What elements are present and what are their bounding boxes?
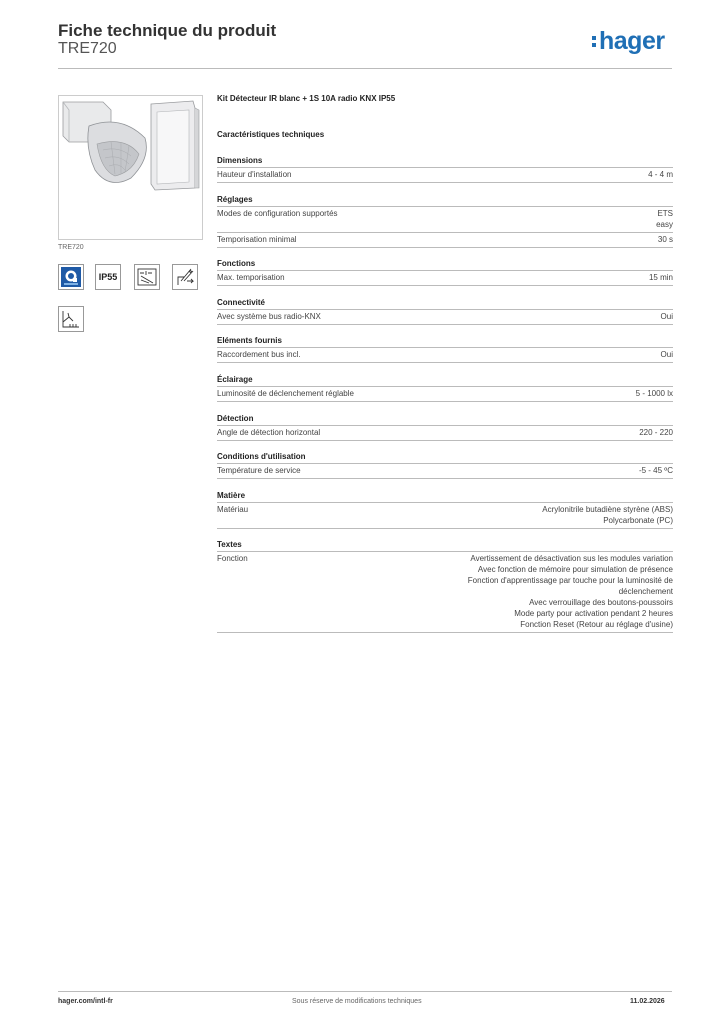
product-reference: TRE720 [58,40,117,57]
ip55-badge: IP55 [95,264,121,290]
spec-label: Hauteur d'installation [217,170,292,179]
spec-label: Fonction [217,554,248,563]
spec-value: Avec fonction de mémoire pour simulation de présence [477,565,673,574]
group-conditions [217,451,673,479]
logo-dots-icon [592,32,597,49]
group-title: Détection [217,413,673,426]
hager-logo [592,27,665,56]
spec-label: Max. temporisation [217,273,285,282]
group-matiere [217,490,673,529]
group-title: Matière [217,490,673,503]
group-elements-fournis [217,335,673,363]
group-title: Réglages [217,194,673,207]
spec-label: Luminosité de déclenchement réglable [217,389,354,398]
spec-value: 15 min [648,273,673,282]
spec-row [217,310,673,325]
spec-label: Raccordement bus incl. [217,350,301,359]
spec-row [217,271,673,286]
spec-row [217,503,673,529]
product-title: Kit Détecteur IR blanc + 1S 10A radio KNX IP55 [217,94,396,103]
spec-row [217,168,673,183]
product-image [58,95,203,240]
spec-value: Polycarbonate (PC) [603,516,673,525]
spec-value: Oui [660,350,673,359]
group-title: Conditions d'utilisation [217,451,673,464]
logo-text: hager [599,27,665,55]
group-textes [217,539,673,633]
group-title: Textes [217,539,673,552]
group-eclairage [217,374,673,402]
image-caption: TRE720 [58,244,84,251]
product-details [217,94,673,629]
spec-value: Avertissement de désactivation sus les modules variation [470,554,673,563]
characteristics-heading: Caractéristiques techniques [217,130,325,139]
spec-label: Angle de détection horizontal [217,428,321,437]
spec-row [217,464,673,479]
spec-value: Mode party pour activation pendant 2 heures [514,609,673,618]
group-title: Fonctions [217,258,673,271]
spec-label: Modes de configuration supportés [217,209,338,218]
spec-value: Oui [660,312,673,321]
spec-label: Avec système bus radio-KNX [217,312,321,321]
spec-row [217,233,673,248]
motion-detector-illustration [59,96,202,239]
spec-row [217,348,673,363]
group-fonctions [217,258,673,286]
spec-value: 30 s [657,235,673,244]
quicklink-icon [58,264,84,290]
spec-row [217,207,673,233]
spec-value: 220 - 220 [639,428,673,437]
spec-value: déclenchement [618,587,673,596]
group-connectivite [217,297,673,325]
spec-value: 4 - 4 m [648,170,673,179]
group-title: Eléments fournis [217,335,673,348]
header-divider [58,68,672,69]
spec-label: Matériau [217,505,249,514]
group-detection [217,413,673,441]
footer-website-link[interactable]: hager.com/intl-fr [58,998,113,1005]
spec-label: Température de service [217,466,301,475]
page-title: Fiche technique du produit [58,21,277,40]
configuration-tool-icon [172,264,198,290]
spec-value: Fonction d'apprentissage par touche pour la luminosité de [467,576,673,585]
spec-value: 5 - 1000 lx [635,389,673,398]
spec-value: -5 - 45 ºC [638,466,673,475]
spec-value: ETS [657,209,673,218]
spec-row [217,552,673,633]
group-title: Connectivité [217,297,673,310]
radio-range-icon [134,264,160,290]
group-dimensions [217,155,673,183]
spec-row [217,387,673,402]
spec-row [217,426,673,441]
footer-notice: Sous réserve de modifications techniques [292,998,422,1005]
group-title: Éclairage [217,374,673,387]
group-reglages [217,194,673,248]
spec-value: Acrylonitrile butadiène styrène (ABS) [542,505,673,514]
footer-date: 11.02.2026 [630,998,665,1005]
spec-value: Avec verrouillage des boutons-poussoirs [529,598,673,607]
wall-mounting-icon [58,306,84,332]
spec-value: easy [656,220,673,229]
footer-divider [58,991,672,992]
group-title: Dimensions [217,155,673,168]
spec-value: Fonction Reset (Retour au réglage d'usine) [520,620,673,629]
spec-label: Temporisation minimal [217,235,297,244]
